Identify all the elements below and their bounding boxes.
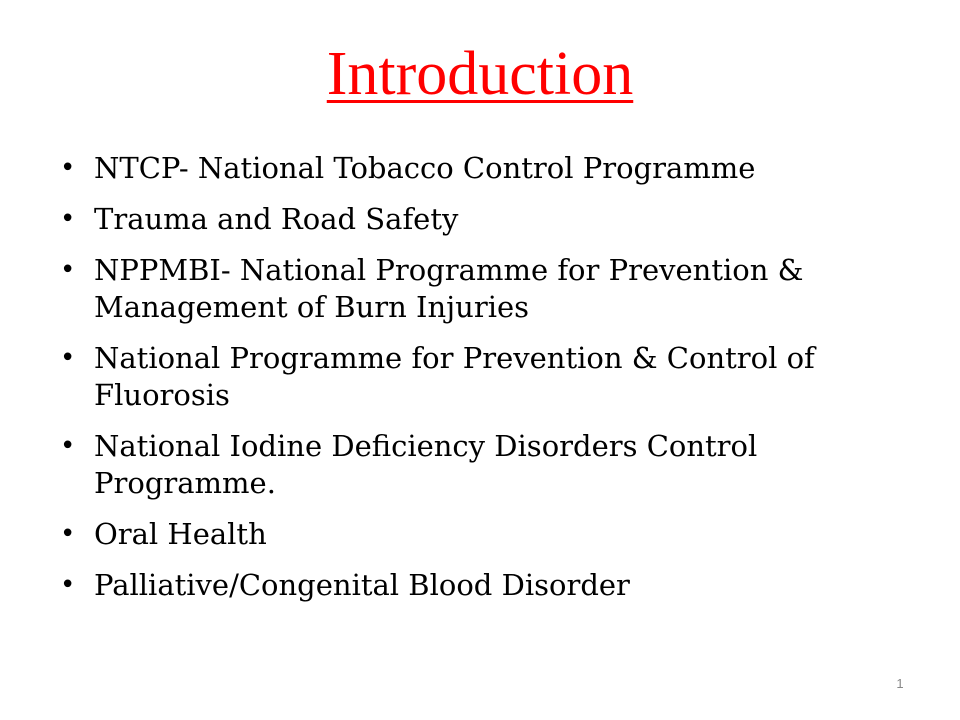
list-item [60,567,890,604]
bullet-icon: • [60,570,76,600]
list-item-text: National Programme for Prevention & Control of Fluorosis [94,341,815,412]
list-item-text: Trauma and Road Safety [94,202,459,236]
bullet-icon: • [60,204,76,234]
bullet-icon: • [60,255,76,285]
list-item [60,516,890,553]
page-number: 1 [896,676,904,691]
list-item-text: NPPMBI- National Programme for Prevention & Management of Burn Injuries [94,253,804,324]
bullet-icon: • [60,431,76,461]
bullet-icon: • [60,519,76,549]
list-item [60,252,890,326]
list-item-text: Palliative/Congenital Blood Disorder [94,568,630,602]
list-item-text: Oral Health [94,517,267,551]
list-item [60,201,890,238]
bullet-icon: • [60,153,76,183]
bullet-icon: • [60,343,76,373]
bullet-list [60,150,890,618]
list-item [60,428,890,502]
list-item-text: National Iodine Deficiency Disorders Control Programme. [94,429,758,500]
list-item-text: NTCP- National Tobacco Control Programme [94,151,756,185]
slide-title: Introduction [326,40,634,108]
list-item [60,340,890,414]
list-item [60,150,890,187]
